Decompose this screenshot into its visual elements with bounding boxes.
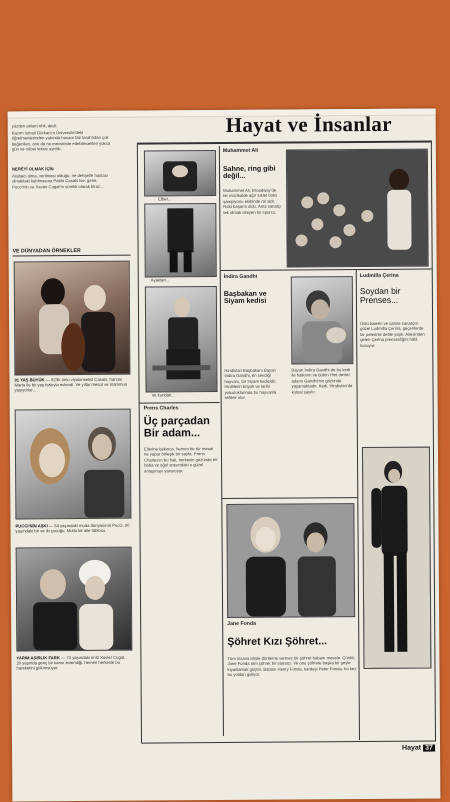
muhammet-photo-content [287, 150, 428, 267]
section-rule [13, 255, 131, 257]
panel-right-border [431, 141, 436, 741]
intro-text: yüzden anlam ehli, dedi. [11, 123, 57, 129]
caption-yarim-asirlik: YARIM ASIRLIK FARK — 70 yaşındaki ünlü Xavier Cugat, 20 yaşında genç bir karısı evlendiği, hemen herkesle bu hareketini gülümsüyor. [16, 654, 126, 671]
indira-title: Başbakan ve Siyam kedisi [223, 290, 267, 306]
charles-photo-3-content [146, 287, 217, 391]
casals-photo [14, 261, 131, 376]
page-number: 37 [425, 744, 433, 752]
ludmilla-title: Soydan bir Prenses... [359, 285, 401, 305]
charles-photo-1-content [145, 151, 215, 195]
caption-pucci: PUCCI'NİN AŞKI — 54 yaşındaki moda dünyasının Pucci, 30 yaşındaki bir ve iki çocuğu. Mutlu bir aile tablosu. [15, 522, 130, 534]
jane-title: Şöhret Kızı Şöhret... [227, 635, 328, 648]
indira-body-a: Hindistan Başbakanı Bayan İndira Gandhi, en sevdiği hayvanı, bir Siyam kedisidir. Hintlilerin büyük ve tarihi yolculuklarında bu hayvanla birlikte olur. [224, 367, 277, 401]
section-title-dunyadan: VE DÜNYADAN ÖRNEKLER [12, 247, 81, 255]
row-rule-1 [221, 269, 432, 271]
caption-elbet: Elbet... [158, 196, 172, 202]
panel-left-border [137, 143, 142, 743]
prens-kicker: Prens Charles [143, 405, 179, 412]
left-paragraph-1: Kazım İsmail Gürkan'ın Üniversite'deki öğretmenlerinden yakında hocam fair tarafından çok beğenilen, onu da ne mevsimde edebilecekleri yoksa gün ve nöbet tekrar ayrıldı. [11, 129, 111, 152]
row-rule-2 [222, 497, 357, 499]
footer-label: Hayat [402, 744, 422, 752]
indira-photo [291, 276, 354, 364]
jane-body: Tüm insana böyle dörtleme vermez bir şöhret babanı mesele. Çünkü, Jane Fonda tam şöhret bir sanatçı. Ve onu şöhrete başka bir şeyle kıyaslamak güçtür. Babası Henry Fonda, kardeşi Peter Fonda, bu kez bu yoldan gidiyor. [227, 655, 357, 678]
caption-ayaktan: Ayaktan... [150, 277, 170, 283]
jane-photo-content [227, 504, 354, 617]
pucci-figures [16, 410, 131, 519]
page-footer [402, 745, 435, 752]
indira-photo-content [292, 277, 353, 363]
jane-kicker: Jane Fonda [227, 620, 257, 627]
cugat-figures [17, 548, 132, 651]
muhammet-photo [286, 149, 429, 268]
magazine-page [8, 109, 441, 802]
headline-rule [138, 141, 432, 145]
caption-ve-kundak: Ve kundak... [151, 392, 175, 398]
charles-photo-3 [145, 286, 218, 393]
charles-photo-2 [144, 203, 217, 278]
prens-body: Ellerine bakınca, hemen bir tür mesai ne yapar birleşik bir sayfa. Prens Charles'ın bu hali, herkesin gözünde bir baba ve oğul arasındaki o güzel anlaşmayı yansıtıyor. [143, 446, 218, 474]
left-paragraph-2: Arabacı olma, verilmesi olduğu, ne dehşetle hastası olmaktaki katılmasına Pablo Casals ise, gene, Pucci'nin ve Xavier Cugat'ın sürekli olarak biraz... [12, 172, 108, 190]
muhammet-body: Muhammet Ali, Broadway'de bir müzikalde ağır sıklet boks şampiyonu ekibinde rol aldı. Rolü başarılı oldu. Ama sanatçı tek olmak isteyen bir sporcu. [223, 187, 282, 215]
indira-body-b: Bayan İndira Gandhi de bu kedi ile halkının ve bütün Hint devlet adamı Gandhi'nin gözünde yaşamaktadır. Kedi, Hindistan'da kutsal sayılır. [291, 367, 353, 395]
pucci-photo [15, 409, 132, 520]
caption-91-yas: 91 YAŞ BÜYÜK — 92'lik ünlü viyolonselist Casals, hanımı Marta ile bir yaş farkıyla evlendi. Ve yıllar mesut ve mammun yaşıyorlar... [14, 376, 128, 393]
muhammet-kicker: Muhammet Ali [222, 147, 259, 155]
jane-photo [226, 503, 355, 618]
panel-bottom-border [141, 741, 436, 744]
charles-photo-2-content [145, 204, 216, 276]
prens-rule [140, 402, 220, 404]
muhammet-title: Sahne, ring gibi değil... [222, 165, 276, 181]
cugat-photo [16, 547, 133, 652]
ludmilla-photo-content [363, 448, 431, 668]
indira-kicker: İndira Gandhi [223, 273, 258, 280]
casals-figures [15, 262, 130, 375]
charles-photo-1 [144, 150, 216, 197]
ludmilla-body: Ünlü balerin ve sahne sanatçısı güzel Ludmilla Çerina, geçenlerde bir pelerinle defile yaptı. Ailesinden gelen Çerina prensesliğini hâlâ koruyor. [360, 320, 425, 348]
page-headline: Hayat ve İnsanlar [225, 111, 392, 137]
prens-title: Üç parçadan Bir adam... [143, 415, 210, 440]
left-subhead: NEREYİ OLMAK İÇİN [11, 166, 54, 172]
ludmilla-kicker: Ludmilla Çerina [359, 272, 399, 280]
ludmilla-photo [362, 447, 432, 669]
